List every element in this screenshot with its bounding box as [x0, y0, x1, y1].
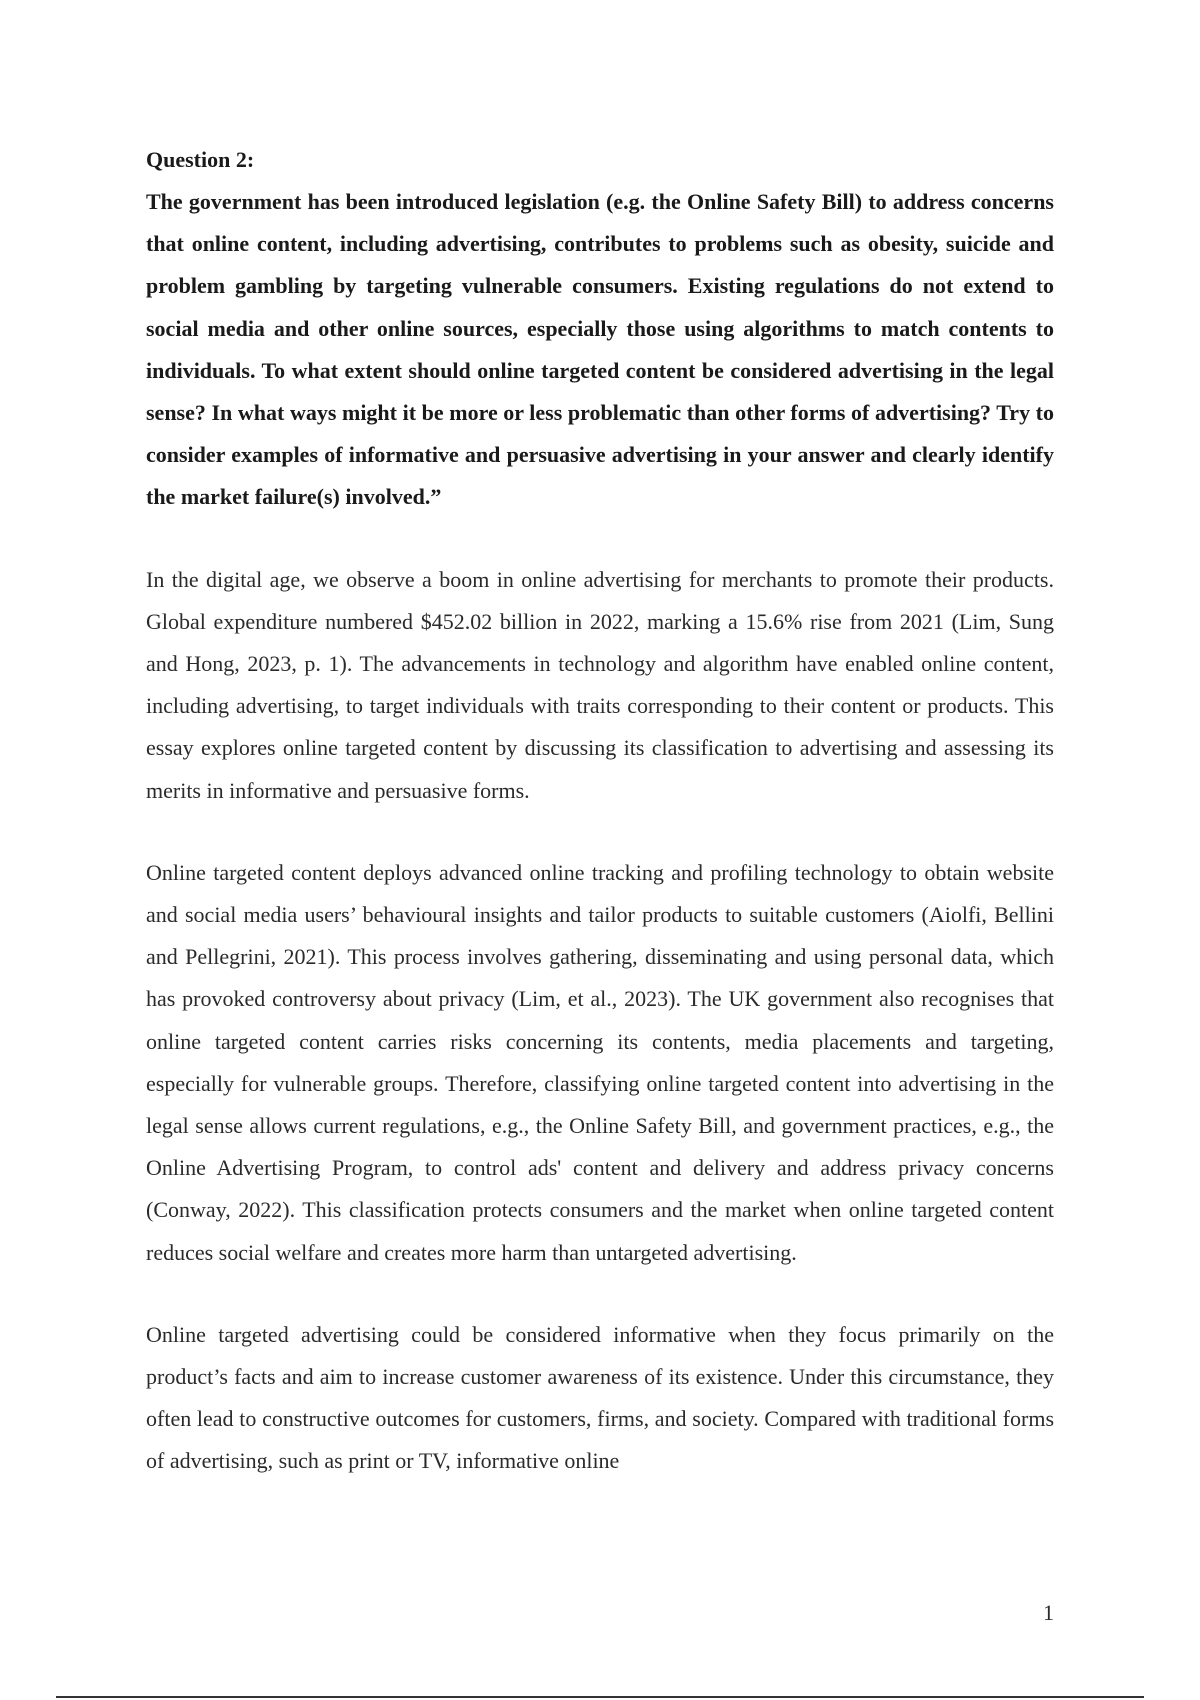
essay-paragraph-classification: Online targeted content deploys advanced online tracking and profiling technology to obtain website and social media users’ behavioural insights and tailor products to suitable customers (Aiolfi, Bellini and Pellegrini, 2021). This process involves gathering, disseminating and using personal data, which has provoked controversy about privacy (Lim, et al., 2023). The UK government also recognises that online targeted content carries risks concerning its contents, media placements and targeting, especially for vulnerable groups. Therefore, classifying online targeted content into advertising in the legal sense allows current regulations, e.g., the Online Safety Bill, and government practices, e.g., the Online Advertising Program, to control ads' content and delivery and address privacy concerns (Conway, 2022). This classification protects consumers and the market when online targeted content reduces social welfare and creates more harm than untargeted advertising. — [146, 859, 1054, 1265]
essay-paragraph-intro: In the digital age, we observe a boom in online advertising for merchants to promote their products. Global expenditure numbered $452.02 billion in 2022, marking a 15.6% rise from 2021 (Lim, Sung and Hong, 2023, p. 1). The advancements in technology and algorithm have enabled online content, including advertising, to target individuals with traits corresponding to their content or products. This essay explores online targeted content by discussing its classification to advertising and assessing its merits in informative and persuasive forms. — [146, 566, 1054, 803]
essay-paragraph-informative: Online targeted advertising could be considered informative when they focus primarily on the product’s facts and aim to increase customer awareness of its existence. Under this circumstance, they often lead to constructive outcomes for customers, firms, and society. Compared with traditional forms of advertising, such as print or TV, informative online — [146, 1321, 1054, 1474]
document-body — [146, 145, 1054, 1523]
page-number: 1 — [1043, 1600, 1054, 1625]
question-heading: Question 2: — [146, 147, 255, 172]
page-bottom-divider — [56, 1696, 1144, 1698]
question-prompt: The government has been introduced legislation (e.g. the Online Safety Bill) to address concerns that online content, including advertising, contributes to problems such as obesity, suicide and problem gambling by targeting vulnerable consumers. Existing regulations do not extend to social media and other online sources, especially those using algorithms to match contents to individuals. To what extent should online targeted content be considered advertising in the legal sense? In what ways might it be more or less problematic than other forms of advertising? Try to consider examples of informative and persuasive advertising in your answer and clearly identify the market failure(s) involved.” — [146, 189, 1054, 510]
